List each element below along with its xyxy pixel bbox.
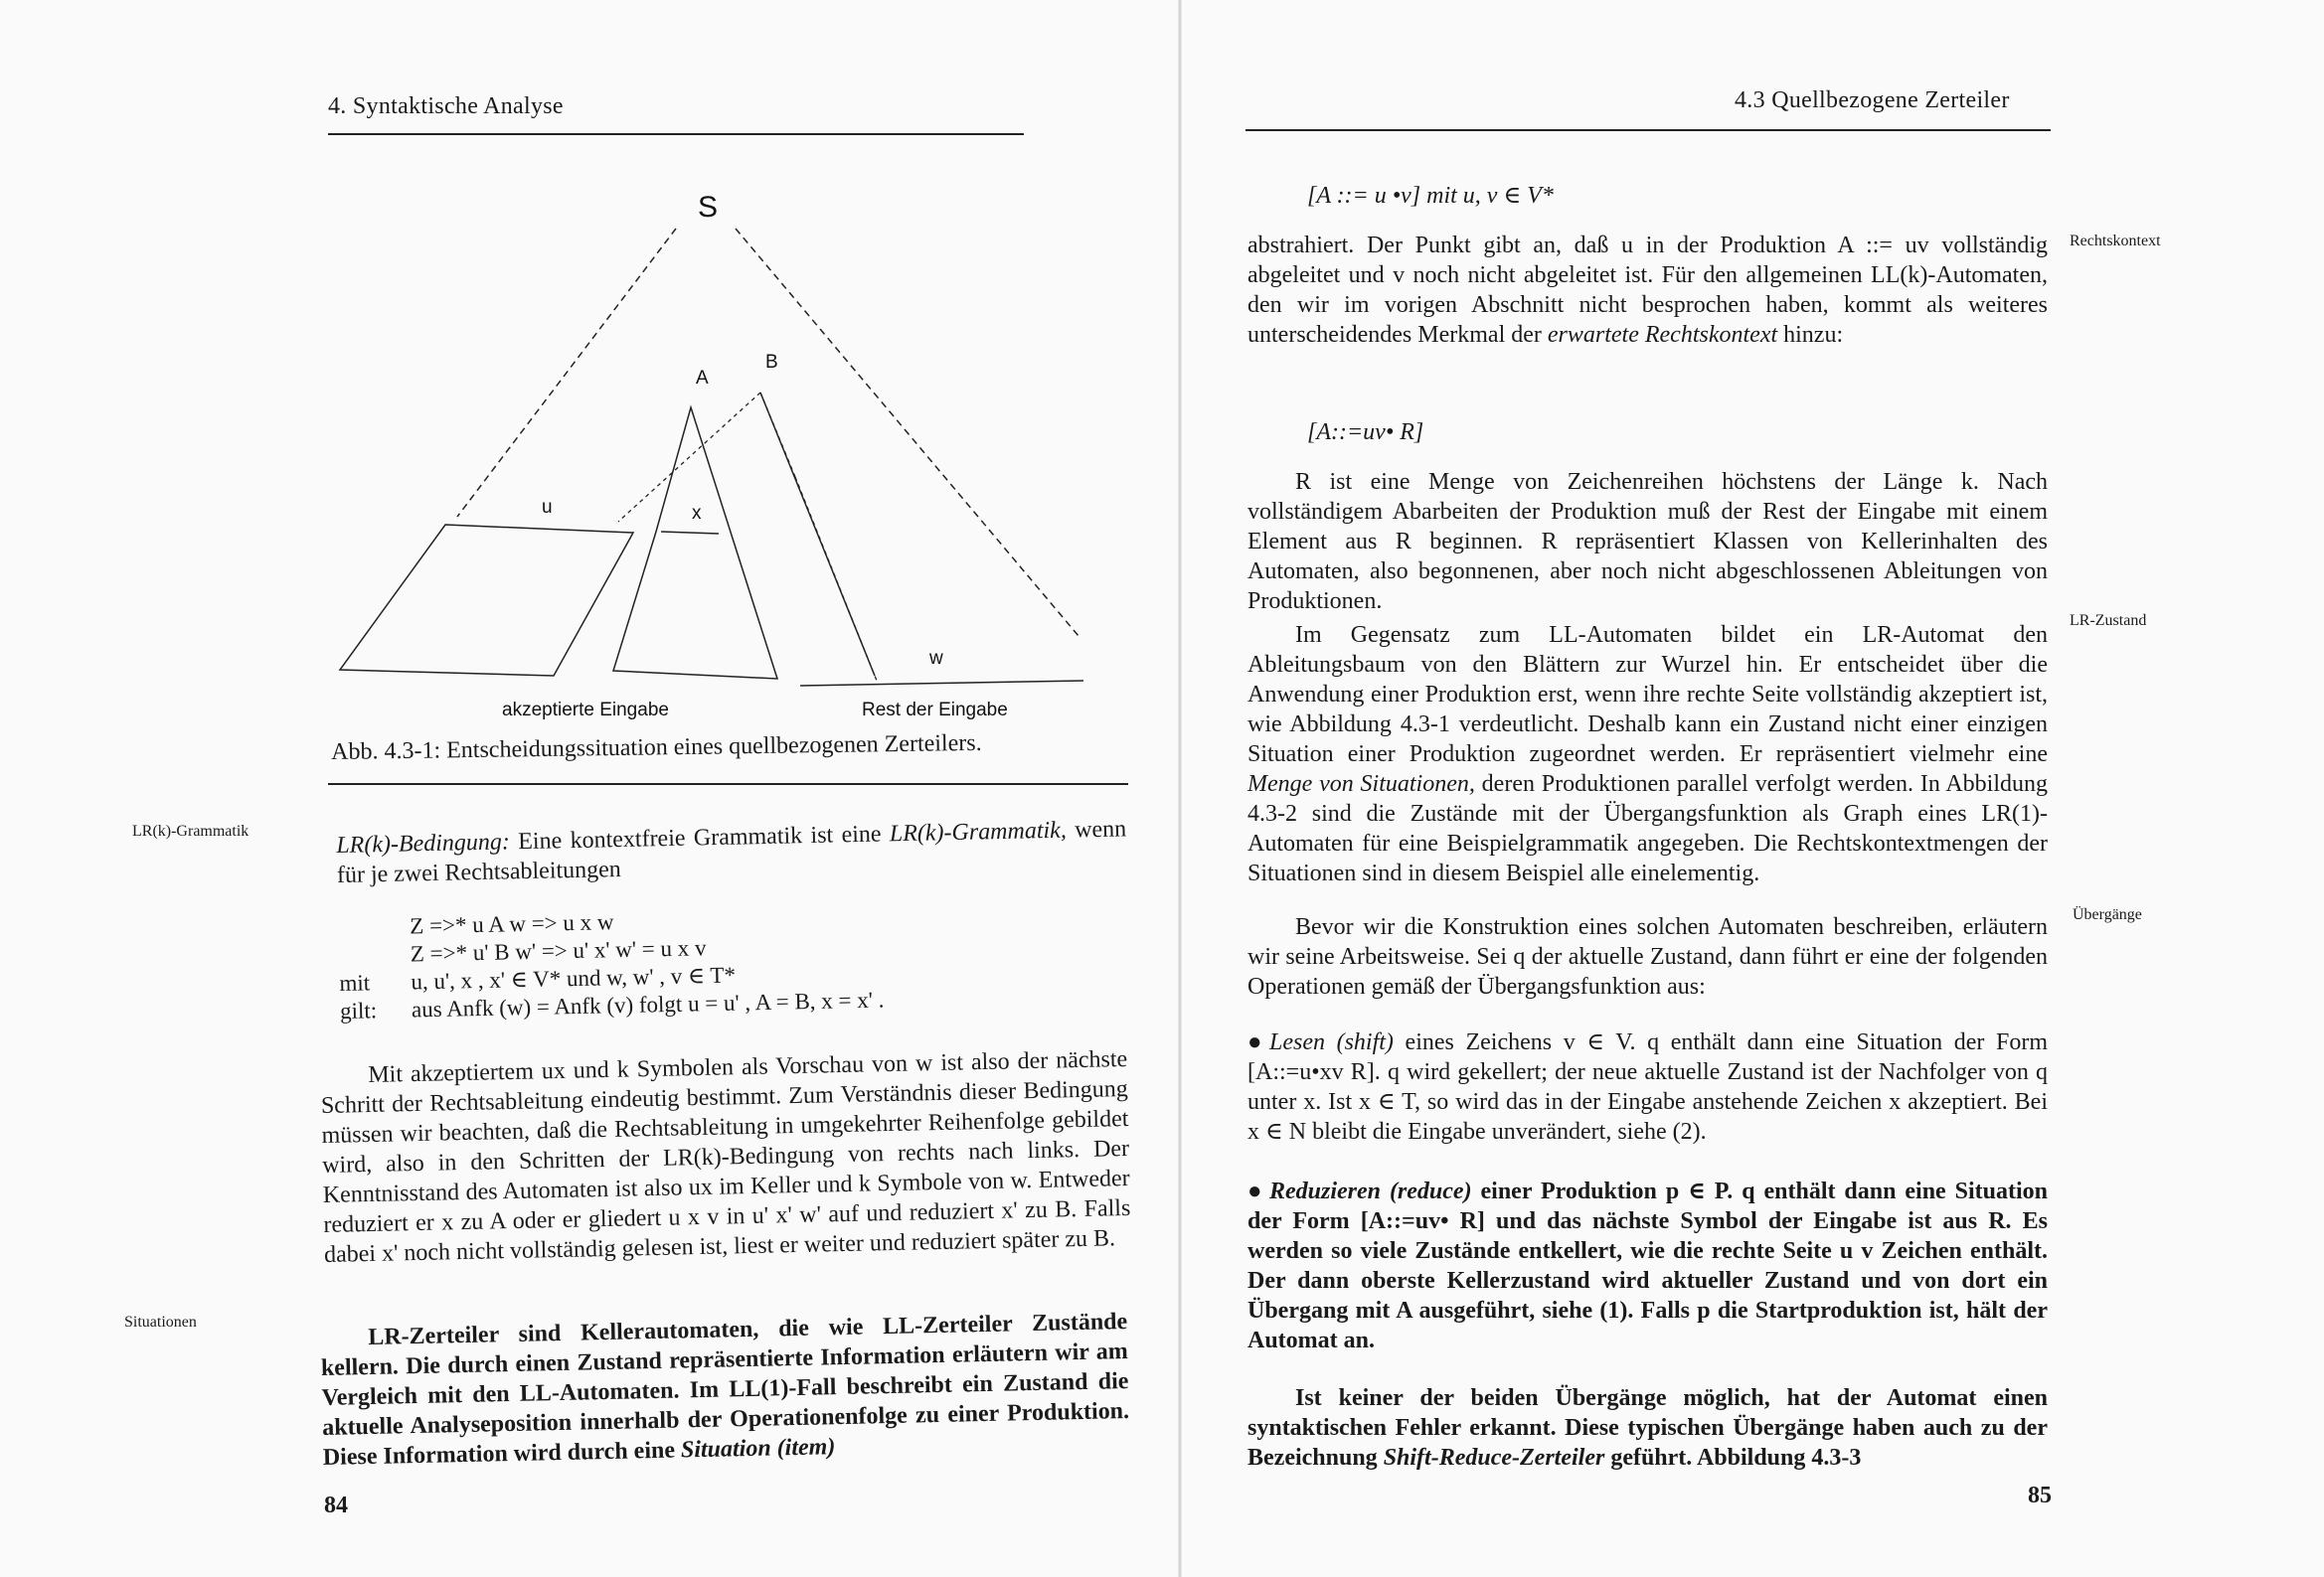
- left-paragraph-2-text: LR-Zerteiler sind Kellerautomaten, die wie LL-Zerteiler Zustände kellern. Die durch einen Zustand repräsentierte Information erläutern wir am Vergleich mit den LL-Automaten. Im LL(1)-Fall beschreibt ein Zustand die aktuelle Analyseposition innerhalb der Operationenfolge zu einer Produktion. Diese Information wird durch eine: [320, 1308, 1130, 1471]
- right-page-number: 85: [2028, 1483, 2052, 1508]
- right-paragraph-1-end: hinzu:: [1777, 322, 1844, 348]
- situation-formula: [A ::= u •v] mit u, v ∈ V*: [1307, 183, 1554, 209]
- right-paragraph-2: [1247, 467, 2048, 616]
- label-w: w: [929, 648, 943, 669]
- left-paragraph-2-term: Situation (item): [680, 1434, 836, 1464]
- margin-note-rechtskontext: Rechtskontext: [2070, 233, 2161, 249]
- derivation-mit-text: u, u', x , x' ∈ V* und w, w' , v ∈ T*: [411, 962, 737, 995]
- derivation-block: [338, 899, 1036, 1025]
- right-paragraph-3: [1247, 620, 2048, 888]
- definition-term: LR(k)-Bedingung:: [336, 829, 511, 859]
- margin-note-uebergaenge: Übergänge: [2073, 906, 2142, 923]
- right-header-rule: [1245, 129, 2051, 131]
- definition-text-1: Eine kontextfreie Grammatik ist eine: [509, 821, 891, 856]
- right-paragraph-4-text: Bevor wir die Konstruktion eines solchen Automaten beschreiben, erläutern wir seine Arbeitsweise. Sei q der aktuelle Zustand, dann führt er eine der folgenden Operationen gemäß der Übergangsfunktion aus:: [1247, 914, 2048, 1000]
- right-paragraph-5-text-b: geführt. Abbildung 4.3-3: [1604, 1445, 1862, 1471]
- derivation-tree-figure: [328, 179, 1113, 735]
- right-paragraph-3-text-a: Im Gegensatz zum LL-Automaten bildet ein LR-Automat den Ableitungsbaum von den Blättern zur Wurzel hin. Er entscheidet über die Anwendung einer Produktion erst, wenn ihre rechte Seite vollständig akzeptiert ist, wie Abbildung 4.3-1 verdeutlicht. Deshalb kann ein Zustand nicht einer einzigen Situation einer Produktion zugeordnet werden. Er repräsentiert vielmehr eine: [1247, 622, 2048, 767]
- right-paragraph-2-text: R ist eine Menge von Zeichenreihen höchstens der Länge k. Nach vollständigem Abarbeiten der Produktion muß der Rest der Eingabe mit einem Element aus R beginnen. R repräsentiert Klassen von Kellerinhalten des Automaten, also begonnenen, aber noch nicht abgeschlossenen Ableitungen von Produktionen.: [1247, 469, 2048, 614]
- bullet-reduce: [1247, 1177, 2048, 1355]
- label-rest-der-eingabe: Rest der Eingabe: [862, 700, 1008, 720]
- derivation-gilt-text: aus Anfk (w) = Anfk (v) folgt u = u' , A = B, x = x' .: [411, 987, 885, 1023]
- right-paragraph-5-term: Shift-Reduce-Zerteiler: [1383, 1445, 1605, 1471]
- left-page-number: 84: [324, 1493, 348, 1518]
- margin-note-situationen: Situationen: [124, 1314, 197, 1331]
- derivation-line-1: Z =>* u A w => u x w: [410, 909, 614, 939]
- tree-left-edge: [457, 229, 676, 517]
- bullet-reduce-text: einer Produktion p ∈ P. q enthält dann eine Situation der Form [A::=uv• R] und das nächste Symbol der Eingabe ist aus R. Es werden so viele Zustände entkellert, wie die rechte Seite u v Zeichen enthält. Der dann oberste Kellerzustand wird aktueller Zustand und von dort ein Übergang mit A ausgeführt, siehe (1). Falls p die Startproduktion ist, hält der Automat an.: [1247, 1179, 2048, 1353]
- figure-caption: Abb. 4.3-1: Entscheidungssituation eines quellbezogenen Zerteilers.: [331, 729, 982, 765]
- left-running-header: 4. Syntaktische Analyse: [328, 93, 564, 119]
- tree-right-edge: [736, 229, 1079, 636]
- label-S: S: [698, 191, 719, 224]
- left-header-rule: [328, 133, 1024, 135]
- left-paragraph-1: [320, 1044, 1131, 1270]
- right-paragraph-4: [1247, 912, 2048, 1002]
- rechtskontext-formula: [A::=uv• R]: [1307, 419, 1424, 445]
- label-B: B: [765, 352, 778, 373]
- derivation-gilt-label: gilt:: [339, 998, 378, 1024]
- margin-note-lrk-grammatik: LR(k)-Grammatik: [132, 823, 249, 840]
- bullet-icon: ●: [1247, 1029, 1262, 1055]
- derivation-mit-label: mit: [339, 970, 371, 996]
- definition-text-2: wenn für je zwei Rechtsableitungen: [336, 816, 1127, 888]
- definition-term-2: LR(k)-Grammatik,: [889, 817, 1068, 848]
- right-running-header: 4.3 Quellbezogene Zerteiler: [1735, 87, 2010, 113]
- derivation-line-2: Z =>* u' B w' => u' x' w' = u x v: [410, 935, 707, 967]
- bullet-icon: ●: [1247, 1179, 1262, 1204]
- right-paragraph-1-text: abstrahiert. Der Punkt gibt an, daß u in der Produktion A ::= uv vollständig abgeleitet und v noch nicht abgeleitet ist. Für den allgemeinen LL(k)-Automaten, den wir im vorigen Abschnitt nicht besprochen haben, kommt als weiteres unterscheidendes Merkmal der: [1247, 233, 2048, 348]
- right-paragraph-3-term: Menge von Situationen,: [1247, 771, 1475, 797]
- bullet-reduce-term: Reduzieren (reduce): [1269, 1179, 1472, 1204]
- right-paragraph-3-text-b: deren Produktionen parallel verfolgt werden. In Abbildung 4.3-2 sind die Zustände mit der Übergangsfunktion als Graph eines LR(1)-Automaten für eine Beispielgrammatik angegeben. Die Rechtskontextmengen der Situationen sind in diesem Beispiel alle einelementig.: [1247, 771, 2048, 886]
- definition-paragraph: [336, 814, 1127, 890]
- subtree-A: [613, 407, 777, 679]
- bullet-shift: [1247, 1027, 2048, 1147]
- right-paragraph-5-text-a: Ist keiner der beiden Übergänge möglich, hat der Automat einen syntaktischen Fehler erkannt. Diese typischen Übergänge haben auch zu der Bezeichnung: [1247, 1385, 2048, 1471]
- left-paragraph-1-text: Mit akzeptiertem ux und k Symbolen als Vorschau von w ist also der nächste Schritt der Rechtsableitung eindeutig bestimmt. Zum Verständnis dieser Bedingung müssen wir beachten, daß die Rechtsableitung in umgekehrter Reihenfolge gebildet wird, also in den Schritten der LR(k)-Bedingung von rechts nach links. Der Kenntnisstand des Automaten ist also ux im Keller und k Symbole von w. Entweder reduziert er x zu A oder er gliedert u x v in u' x' w' auf und reduziert x' zu B. Falls dabei x' noch nicht vollständig gelesen ist, liest er weiter und reduziert später zu B.: [320, 1045, 1131, 1268]
- margin-note-lr-zustand: LR-Zustand: [2070, 612, 2147, 629]
- label-akzeptierte-eingabe: akzeptierte Eingabe: [502, 700, 669, 720]
- bullet-shift-term: Lesen (shift): [1269, 1029, 1394, 1055]
- subtree-A-cut: [661, 532, 719, 534]
- right-paragraph-1: [1247, 231, 2048, 350]
- rest-baseline: [800, 681, 1083, 686]
- right-paragraph-5: [1247, 1383, 2048, 1473]
- label-u: u: [542, 497, 553, 518]
- book-gutter: [1178, 0, 1182, 1577]
- caption-rule: [328, 783, 1128, 785]
- label-x: x: [692, 503, 702, 524]
- left-paragraph-2: [320, 1307, 1130, 1473]
- bullet-shift-text: eines Zeichens v ∈ V. q enthält dann eine Situation der Form [A::=u•xv R]. q wird gekellert; der neue aktuelle Zustand ist der Nachfolger von q unter x. Ist x ∈ T, so wird das in der Eingabe anstehende Zeichen x akzeptiert. Bei x ∈ N bleibt die Eingabe unverändert, siehe (2).: [1247, 1029, 2049, 1145]
- accepted-left-part: [340, 525, 633, 676]
- label-A: A: [696, 368, 709, 389]
- right-paragraph-1-term: erwartete Rechtskontext: [1547, 322, 1778, 348]
